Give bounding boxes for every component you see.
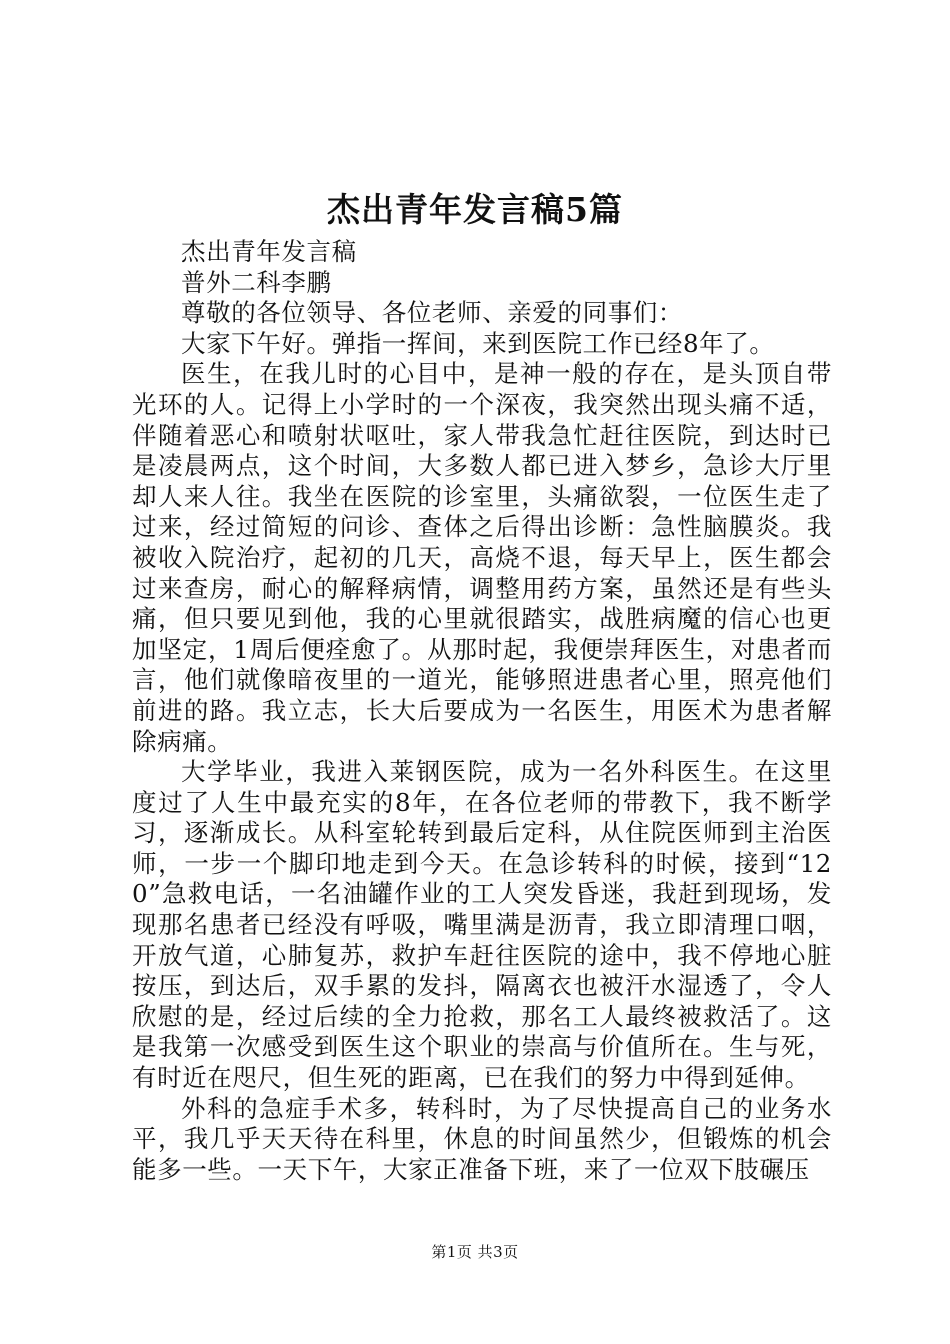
speech-heading: 杰出青年发言稿 (181, 237, 357, 266)
document-title: 杰出青年发言稿5篇 (327, 190, 623, 229)
greeting-paragraph: 大家下午好。弹指一挥间，来到医院工作已经8年了。 (181, 328, 775, 358)
body-paragraph: 医生，在我儿时的心目中，是神一般的存在，是头顶自带光环的人。记得上小学时的一个深夜，我突然出现头痛不适，伴随着恶心和喷射状呕吐，家人带我急忙赶往医院，到达时已是凌晨两点，这个时间，大多数人都已进入梦乡，急诊大厅里却人来人往。我坐在医院的诊室里，头痛欲裂，一位医生走了过来，经过简短的问诊、查体之后得出诊断：急性脑膜炎。我被收入院治疗，起初的几天，高烧不退，每天早上，医生都会过来查房，耐心的解释病情，调整用药方案，虽然还是有些头痛，但只要见到他，我的心里就很踏实，战胜病魔的信心也更加坚定，1周后便痊愈了。从那时起，我便崇拜医生，对患者而言，他们就像暗夜里的一道光，能够照进患者心里，照亮他们前进的路。我立志，长大后要成为一名医生，用医术为患者解除病痛。 (132, 359, 832, 756)
document-body (132, 237, 832, 1185)
body-paragraph: 外科的急症手术多，转科时，为了尽快提高自己的业务水平，我几乎天天待在科里，休息的时间虽然少，但锻炼的机会能多一些。一天下午，大家正准备下班，来了一位双下肢碾压 (132, 1093, 832, 1184)
page-number-footer: 第1页 共3页 (431, 1243, 519, 1261)
salutation: 尊敬的各位领导、各位老师、亲爱的同事们： (181, 298, 683, 328)
speaker-line: 普外二科李鹏 (181, 267, 332, 297)
body-paragraph: 大学毕业，我进入莱钢医院，成为一名外科医生。在这里度过了人生中最充实的8年，在各位老师的带教下，我不断学习，逐渐成长。从科室轮转到最后定科，从住院医师到主治医师，一步一个脚印地走到今天。在急诊转科的时候，接到“120”急救电话，一名油罐作业的工人突发昏迷，我赶到现场，发现那名患者已经没有呼吸，嘴里满是沥青，我立即清理口咽，开放气道，心肺复苏，救护车赶往医院的途中，我不停地心脏按压，到达后，双手累的发抖，隔离衣也被汗水湿透了，令人欣慰的是，经过后续的全力抢救，那名工人最终被救活了。这是我第一次感受到医生这个职业的崇高与价值所在。生与死，有时近在咫尺，但生死的距离，已在我们的努力中得到延伸。 (132, 757, 832, 1093)
